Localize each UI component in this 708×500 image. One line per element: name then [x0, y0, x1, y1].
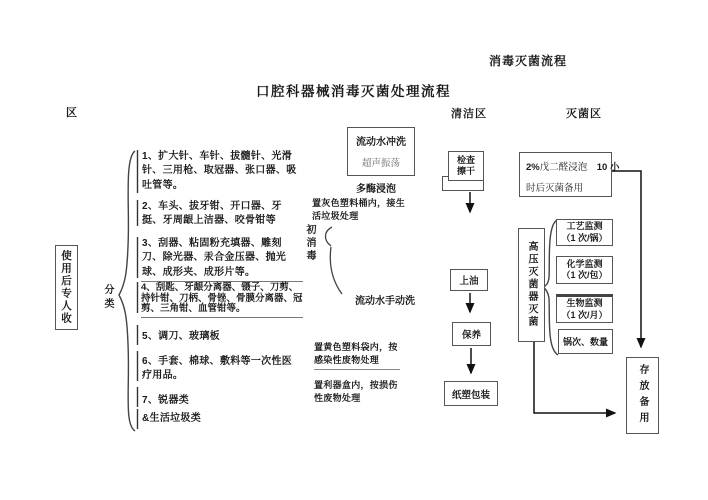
glutaraldehyde-text1: 戊二醛浸泡	[539, 162, 597, 173]
list-item-2: 2、车头、拔牙钳、开口器、牙挺、牙周龈上洁器、咬骨钳等	[142, 201, 282, 227]
monitor-chemical-line1: 化学监测	[566, 258, 603, 269]
ultrasonic-label: 超声振荡	[361, 158, 400, 169]
monitor-process-line2: （1 次/锅）	[561, 232, 608, 243]
monitor-chemical-line2: （1 次/包）	[561, 270, 608, 280]
glutaraldehyde-to-storage-arrow	[612, 171, 641, 347]
monitor-biological-line2: （1 次/月）	[561, 309, 608, 320]
maintain-box: 保养	[452, 322, 491, 346]
storage-label: 存放备用	[637, 363, 648, 428]
check-dry-box	[448, 151, 484, 181]
collector-box	[55, 245, 78, 330]
glutaraldehyde-pct: 2%	[526, 162, 540, 173]
monitor-process-line1: 工艺监测	[566, 221, 603, 231]
list-item-1: 1、扩大针、车针、拔髓针、光滑针、三用枪、取冠器、张口器、吸吐管等。	[142, 151, 297, 191]
classify-label: 分类	[102, 284, 113, 312]
collector-box-label: 使用后专人收	[60, 250, 72, 325]
list-item-waste: &生活垃圾类	[142, 413, 202, 424]
initial-disinfect-bracket	[325, 227, 332, 246]
check-dry-line2: 擦干	[456, 166, 475, 176]
oil-box: 上油	[450, 269, 488, 291]
yellow-bag-note: 置黄色塑料袋内，按感染性废物处理	[314, 341, 400, 370]
storage-box	[626, 357, 659, 434]
classification-brace	[119, 151, 135, 431]
monitor-box-biological	[556, 294, 613, 323]
glutaraldehyde-hours: 10 小	[596, 162, 620, 173]
sharps-box-note: 置利器盒内，按损伤性废物处理	[314, 380, 398, 403]
gray-bucket-note: 置灰色塑料桶内，接生活垃圾处理	[312, 198, 406, 221]
monitor-biological-line1: 生物监测	[566, 298, 603, 308]
paper-plastic-pack-box: 纸塑包装	[444, 381, 498, 406]
enzyme-soak-label: 多酶浸泡	[356, 184, 396, 195]
initial-disinfect-curve	[330, 247, 342, 294]
monitor-box-chemical	[556, 256, 613, 284]
autoclave-label: 高压灭菌器灭菌	[526, 241, 537, 329]
monitor-batch-count-label: 锅次、数量	[562, 337, 608, 347]
initial-disinfect-label: 初消毒	[304, 224, 315, 263]
list-item-7: 7、锐器类	[142, 395, 190, 406]
autoclave-box	[518, 228, 545, 342]
glutaraldehyde-text2: 时后灭菌备用	[526, 183, 584, 194]
corner-label: 消毒灭菌流程	[489, 54, 568, 68]
hand-wash-label: 流动水手动洗	[355, 296, 415, 307]
running-water-wash-box	[347, 127, 415, 176]
list-item-6: 6、手套、棉球、敷料等一次性医疗用品。	[142, 356, 293, 382]
list-item-4: 4、刮匙、牙龈分离器、镊子、刀剪、持针钳、刀柄、骨锉、骨膜分离器、冠剪、三角钳、血管钳等。	[141, 281, 303, 318]
running-water-wash-label: 流动水冲洗	[356, 137, 406, 148]
check-dry-line1: 检查	[456, 155, 475, 165]
zone-label-sterile: 灭菌区	[566, 108, 602, 120]
zone-label-left: 区	[66, 107, 78, 119]
zone-label-clean: 清洁区	[451, 108, 487, 120]
list-item-3: 3、刮器、粘固粉充填器、雕刻刀、除光器、汞合金压器、抛光球、成形夹、成形片等。	[142, 238, 287, 278]
list-item-5: 5、调刀、玻璃板	[142, 331, 220, 342]
page-title: 口腔科器械消毒灭菌处理流程	[256, 84, 451, 99]
monitor-box-process	[556, 219, 613, 246]
monitor-box-batch-count	[558, 329, 613, 354]
glutaraldehyde-box	[519, 152, 620, 197]
